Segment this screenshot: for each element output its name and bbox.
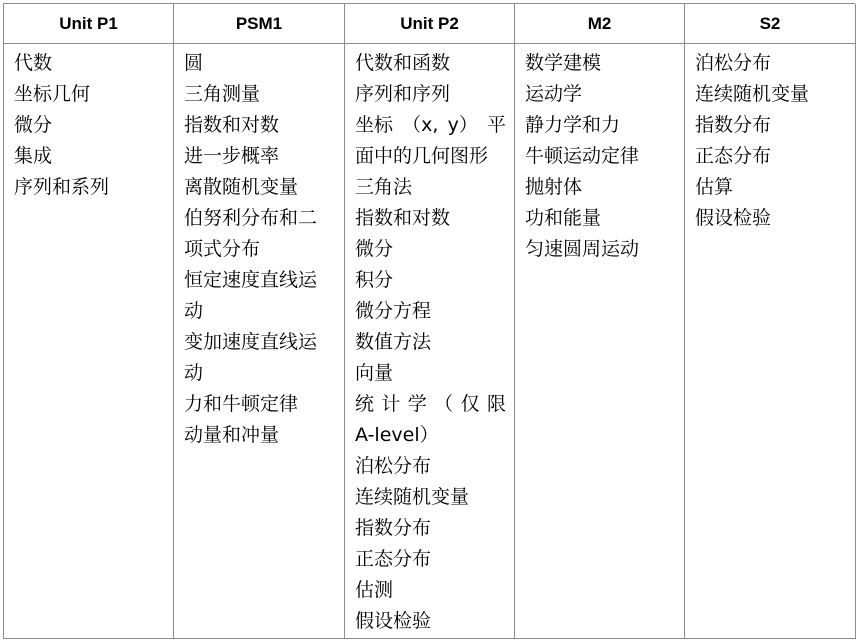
topic-line: 微分方程 [355,300,432,322]
column-s2-topics [685,44,856,639]
topic-line: 数值方法 [355,331,432,353]
topic-word: 学 [407,393,427,415]
topic-line: 项式分布 [184,238,261,260]
topic-word: 坐标 [355,114,394,136]
column-unit-p2-topics [345,44,515,639]
topic-line: 微分 [355,238,394,260]
column-header-unit-p2: Unit P2 [345,4,515,44]
topic-line: 坐标几何 [14,83,91,105]
column-header-s2: S2 [685,4,856,44]
topic-word: y） [447,114,478,136]
topic-line: 恒定速度直线运 [184,269,318,291]
topic-line: 向量 [355,362,394,384]
topic-line: 变加速度直线运 [184,331,318,353]
topic-line: 三角测量 [184,83,261,105]
topic-line: 假设检验 [355,610,432,632]
topic-word: （ [434,393,454,415]
topic-line: 估算 [695,176,734,198]
topic-line: 数学建模 [525,52,602,74]
topic-line: 正态分布 [355,548,432,570]
topic-line: 连续随机变量 [355,486,470,508]
topic-line: 功和能量 [525,207,602,229]
topic-line [355,110,506,141]
topic-line [355,389,506,420]
topic-line: 估测 [355,579,394,601]
topic-line: A-level） [355,424,439,446]
topic-line: 指数和对数 [184,114,280,136]
topic-line: 泊松分布 [695,52,772,74]
topic-line: 指数和对数 [355,207,451,229]
topic-word: （x, [402,114,439,136]
column-header-psm1: PSM1 [174,4,345,44]
topic-line: 牛顿运动定律 [525,145,640,167]
topic-line: 代数和函数 [355,52,451,74]
topic-line: 动 [184,300,204,322]
topic-word: 仅 [460,393,480,415]
topic-line: 进一步概率 [184,145,280,167]
column-m2-topics [515,44,685,639]
topic-line: 正态分布 [695,145,772,167]
topic-line: 静力学和力 [525,114,621,136]
topic-line: 动 [184,362,204,384]
topic-word: 统 [355,393,375,415]
topic-line: 指数分布 [355,517,432,539]
topic-line: 积分 [355,269,394,291]
topic-line: 集成 [14,145,53,167]
column-header-m2: M2 [515,4,685,44]
topic-line: 代数 [14,52,53,74]
topic-line: 泊松分布 [355,455,432,477]
column-header-unit-p1: Unit P1 [4,4,174,44]
topic-line: 抛射体 [525,176,583,198]
topic-line: 伯努利分布和二 [184,207,318,229]
topic-line: 序列和系列 [14,176,110,198]
topic-word: 限 [486,393,506,415]
topic-line: 假设检验 [695,207,772,229]
topic-line: 序列和序列 [355,83,451,105]
topic-word: 计 [381,393,401,415]
topic-line: 匀速圆周运动 [525,238,640,260]
column-psm1-topics [174,44,345,639]
column-unit-p1-topics [4,44,174,639]
topic-line: 离散随机变量 [184,176,299,198]
topic-line: 运动学 [525,83,583,105]
topic-line: 动量和冲量 [184,424,280,446]
topic-line: 连续随机变量 [695,83,810,105]
topic-line: 圆 [184,52,204,74]
topic-line: 三角法 [355,176,413,198]
topic-word: 平 [486,114,506,136]
syllabus-table [3,3,855,639]
topic-line: 指数分布 [695,114,772,136]
topic-line: 微分 [14,114,53,136]
topic-line: 面中的几何图形 [355,145,489,167]
topic-line: 力和牛顿定律 [184,393,299,415]
